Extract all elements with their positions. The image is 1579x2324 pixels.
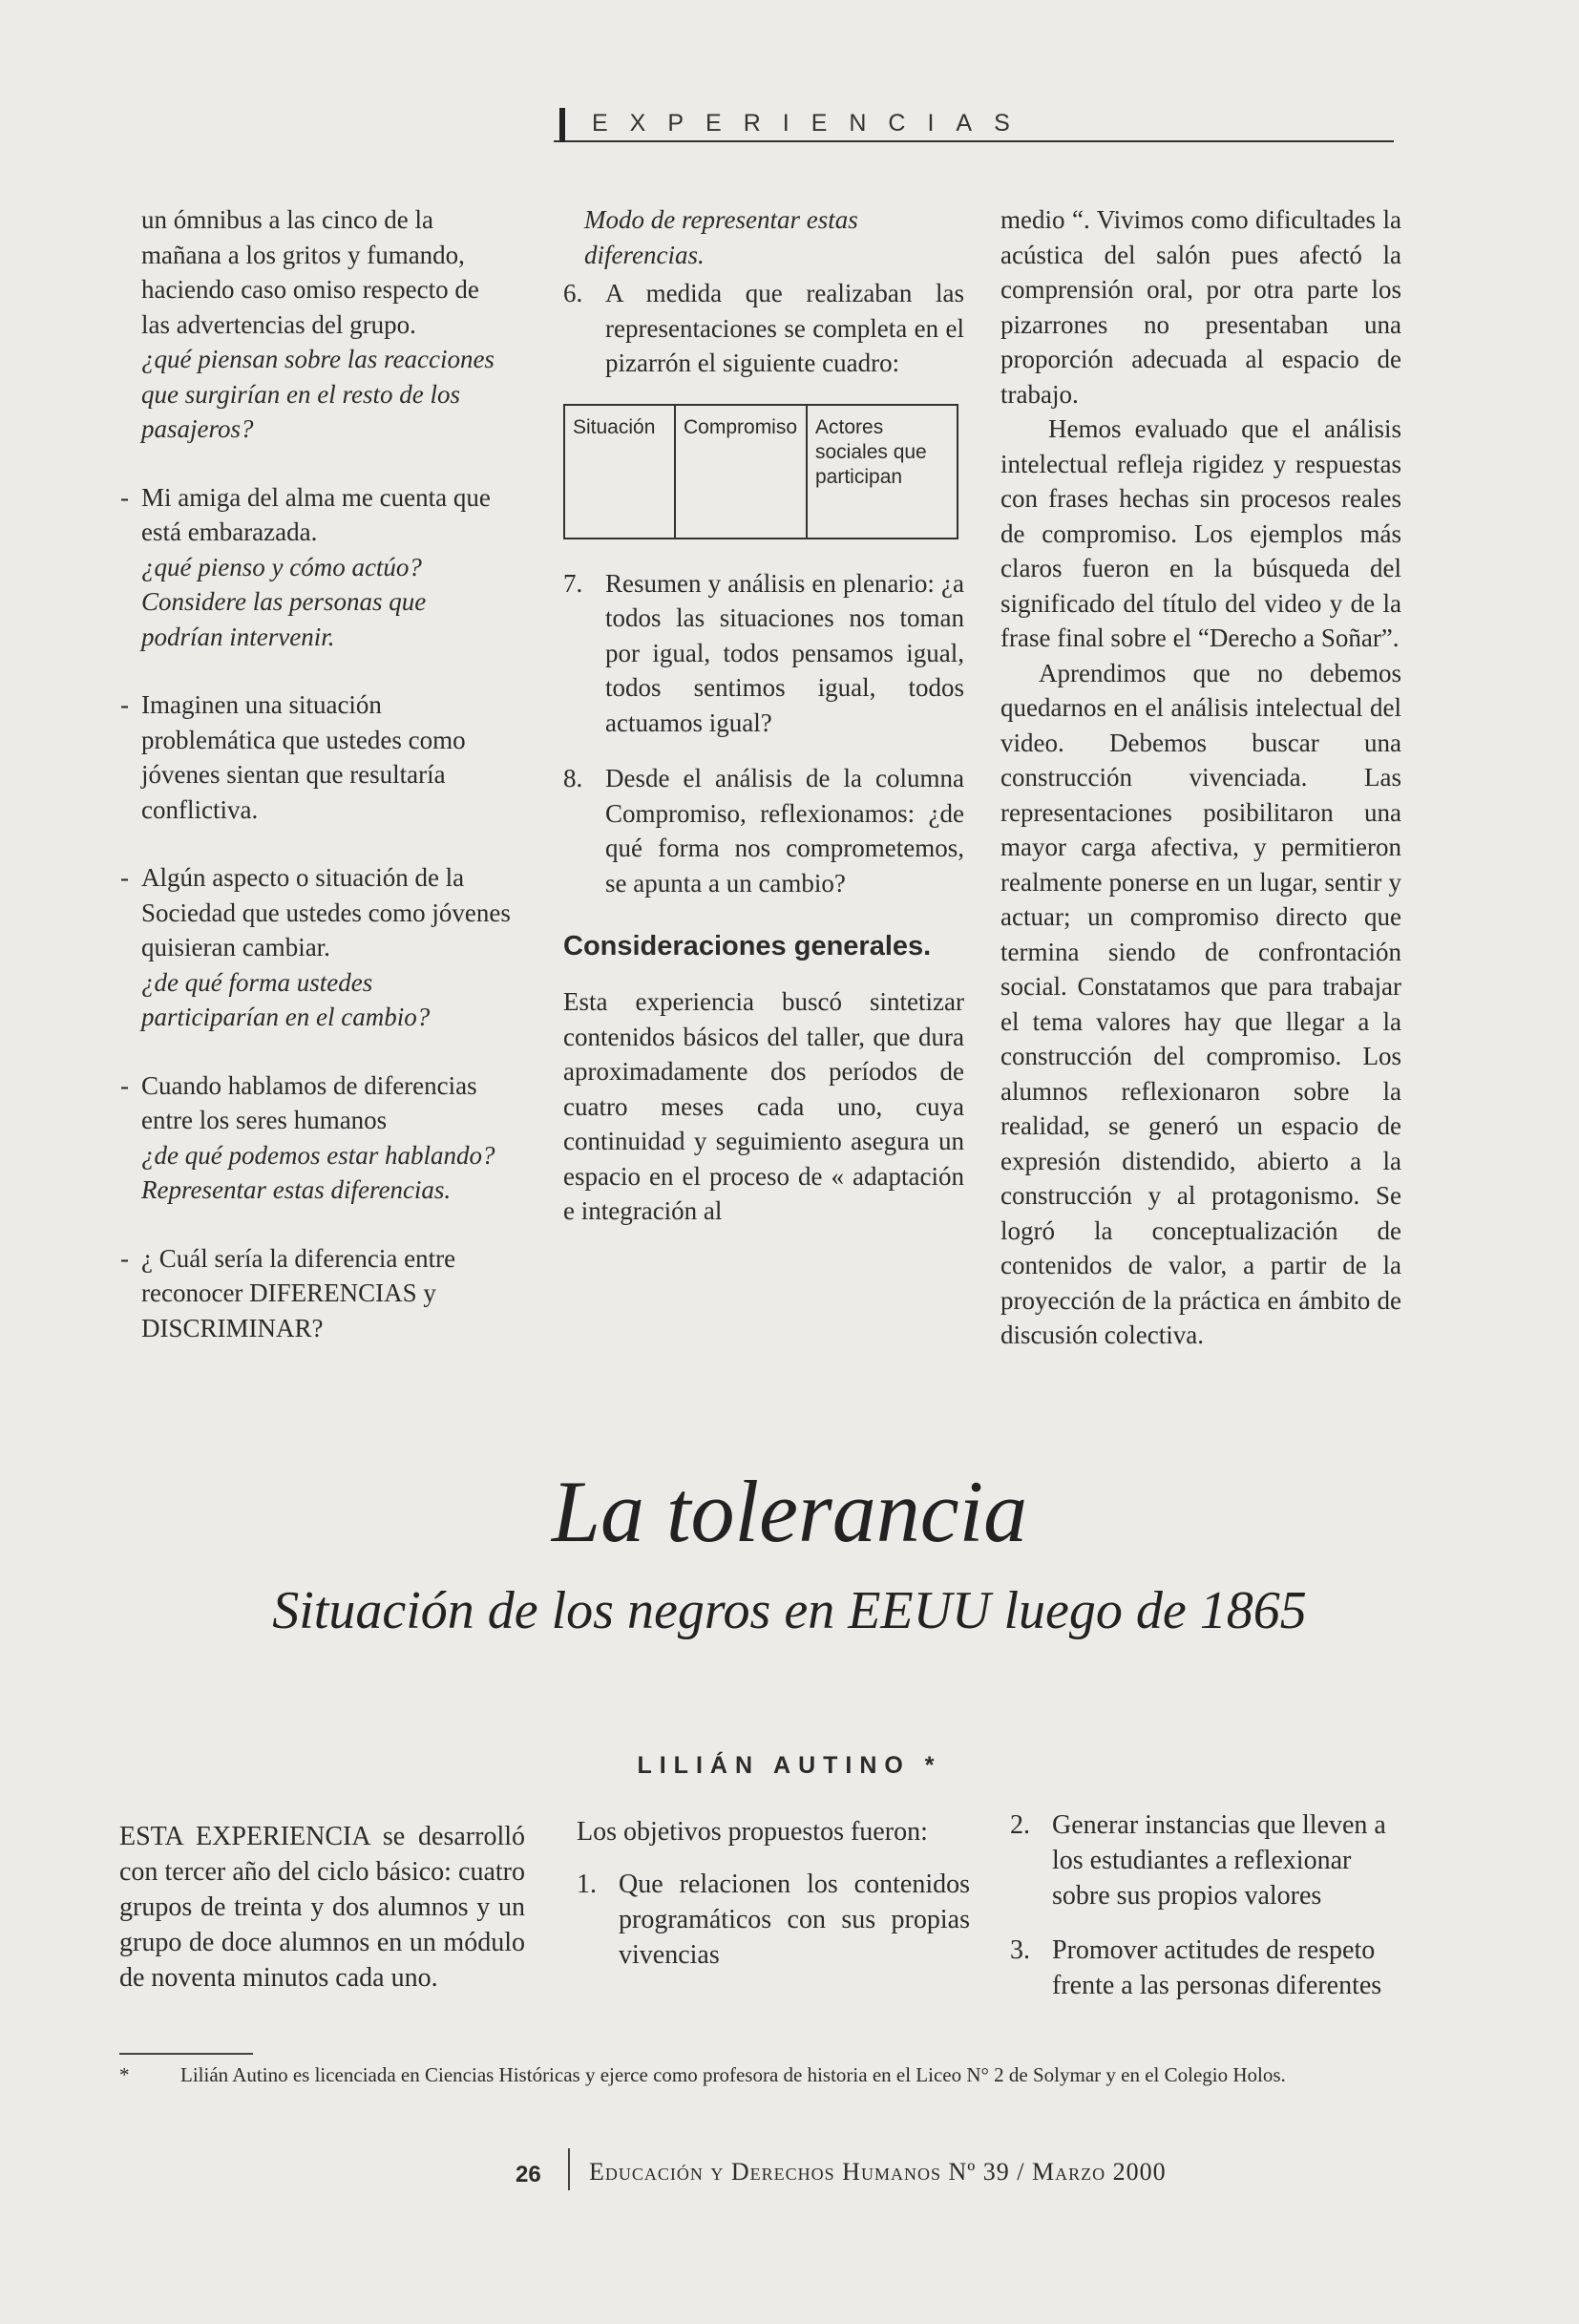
article-column-2: [577, 1814, 970, 1973]
list-item: - Mi amiga del alma me cuenta que está embarazada. ¿qué pienso y cómo actúo? Considere las personas que podrían intervenir.: [120, 482, 491, 651]
situation-table: [563, 404, 958, 539]
considerations-heading: Consideraciones generales.: [563, 931, 932, 961]
steps-list-b: [563, 566, 964, 901]
footnote-text: Lilián Autino es licenciada en Ciencias Históricas y ejerce como profesora de historia en el Liceo N° 2 de Solymar y en el Colegio Holos.: [180, 2063, 1286, 2086]
article-column-1: [119, 1819, 525, 1996]
section-header: [554, 100, 1394, 142]
item-text: Generar instancias que lleven a los estudiantes a reflexionar sobre sus propios valores: [1052, 1810, 1386, 1911]
list-item: 3. Promover actitudes de respeto frente a las personas diferentes: [1010, 1935, 1382, 2000]
item-question: ¿qué pienso y cómo actúo? Considere las personas que podrían intervenir.: [141, 552, 427, 651]
publication-name: Educación y Derechos Humanos Nº 39 / Marzo 2000: [589, 2158, 1167, 2186]
item-text: A medida que realizaban las representaciones se completa en el pizarrón el siguiente cuadro:: [605, 279, 964, 377]
article-author: LILIÁN AUTINO *: [637, 1752, 942, 1779]
table-header: Actores sociales que participan: [807, 405, 958, 539]
intro-italic: Modo de representar estas diferencias.: [584, 205, 858, 269]
footnote: [119, 2060, 1322, 2089]
exercise-list: [120, 480, 514, 1346]
list-item: 8. Desde el análisis de la columna Compromiso, reflexionamos: ¿de qué forma nos comprometemos, se apunta a un cambio?: [563, 764, 964, 898]
objectives-list: [1010, 1807, 1411, 2003]
column-3: [1000, 202, 1401, 1353]
item-text: Algún aspecto o situación de la Sociedad que ustedes como jóvenes quisieran cambiar.: [141, 863, 511, 961]
intro-text: un ómnibus a las cinco de la mañana a los gritos y fumando, haciendo caso omiso respecto de las advertencias del grupo.: [141, 205, 479, 339]
section-label: EXPERIENCIAS: [592, 110, 1032, 137]
paragraph: Aprendimos que no debemos quedarnos en el análisis intelectual del video. Debemos buscar una construcción vivenciada. Las representaciones posibilitaron una mayor carga afectiva, y permitieron realmente ponerse en un lugar, sentir y actuar; un compromiso directo que termina siendo de confrontación social. Constatamos que para trabajar el tema valores hay que llegar a la construcción del compromiso. Los alumnos reflexionaron sobre la realidad, se generó un espacio de expresión distendido, abierto a la construcción y al protagonismo. Se logró la conceptualización de contenidos de valor, a partir de la proyección de la práctica en ámbito de discusión colectiva.: [1000, 658, 1401, 1349]
item-text: Mi amiga del alma me cuenta que está embarazada.: [141, 482, 491, 546]
article-column-3: [1010, 1807, 1411, 2003]
page-number: 26: [516, 2162, 541, 2187]
item-text: Que relacionen los contenidos programáticos con sus propias vivencias: [619, 1870, 970, 1970]
list-item: - Cuando hablamos de diferencias entre los seres humanos ¿de qué podemos estar hablando? Representar estas diferencias.: [120, 1070, 495, 1204]
table-header: Situación: [564, 405, 675, 539]
item-question: ¿de qué podemos estar hablando? Representar estas diferencias.: [141, 1140, 495, 1204]
paragraph: Hemos evaluado que el análisis intelectual refleja rigidez y respuestas con frases hechas sin procesos reales de compromiso. Los ejemplos más claros fueron en la búsqueda del significado del título del video y de la frase final sobre el “Derecho a Soñar”.: [1000, 414, 1401, 652]
list-item: 1. Que relacionen los contenidos programáticos con sus propias vivencias: [577, 1870, 970, 1970]
table-header: Compromiso: [675, 405, 807, 539]
article-subtitle: Situación de los negros en EEUU luego de 1865: [272, 1581, 1307, 1640]
list-item: 2. Generar instancias que lleven a los estudiantes a reflexionar sobre sus propios valores: [1010, 1810, 1386, 1911]
item-text: Promover actitudes de respeto frente a las personas diferentes: [1052, 1935, 1382, 2000]
footnote-marker: *: [119, 2063, 130, 2086]
column-1: [120, 202, 514, 1379]
item-text: Desde el análisis de la columna Compromiso, reflexionamos: ¿de qué forma nos comprometemos, se apunta a un cambio?: [605, 764, 964, 898]
list-item: - ¿ Cuál sería la diferencia entre reconocer DIFERENCIAS y DISCRIMINAR?: [120, 1243, 456, 1342]
objectives-intro: Los objetivos propuestos fueron:: [577, 1817, 928, 1847]
item-text: Cuando hablamos de diferencias entre los seres humanos: [141, 1070, 477, 1134]
considerations-text: Esta experiencia buscó sintetizar contenidos básicos del taller, que dura aproximadamente dos períodos de cuatro meses cada uno, cuya continuidad y seguimiento asegura un espacio en el proceso de « adaptación e integración al: [563, 987, 964, 1225]
paragraph: medio “. Vivimos como dificultades la acústica del salón pues afectó la comprensión oral, por otra parte los pizarrones no presentaban una proporción adecuada al espacio de trabajo.: [1000, 205, 1401, 409]
table-row: [564, 405, 958, 539]
article-title: La tolerancia: [551, 1463, 1028, 1560]
list-item: 6. A medida que realizaban las representaciones se completa en el pizarrón el siguiente cuadro:: [563, 279, 964, 377]
item-text: Imaginen una situación problemática que ustedes como jóvenes sientan que resultaría conflictiva.: [141, 690, 466, 824]
column-2: [563, 202, 964, 1229]
item-text: ¿ Cuál sería la diferencia entre reconocer DIFERENCIAS y DISCRIMINAR?: [141, 1243, 456, 1342]
item-text: Resumen y análisis en plenario: ¿a todos las situaciones nos toman por igual, todos pensamos igual, todos sentimos igual, todos actuamos igual?: [605, 568, 964, 737]
item-question: ¿de qué forma ustedes participarían en el cambio?: [141, 967, 431, 1031]
list-item: - Imaginen una situación problemática que ustedes como jóvenes sientan que resultaría conflictiva.: [120, 690, 466, 824]
article-intro: ESTA EXPERIENCIA se desarrolló con tercer año del ciclo básico: cuatro grupos de treinta y dos alumnos y un grupo de doce alumnos en un módulo de noventa minutos cada uno.: [119, 1822, 525, 1993]
list-item: - Algún aspecto o situación de la Sociedad que ustedes como jóvenes quisieran cambiar. ¿de qué forma ustedes participarían en el cambio?: [120, 863, 511, 1031]
footnote-rule: [119, 2053, 253, 2055]
header-bar: [559, 108, 565, 142]
footer-separator: [568, 2148, 570, 2190]
steps-list-a: [563, 276, 964, 381]
list-item: 7. Resumen y análisis en plenario: ¿a todos las situaciones nos toman por igual, todos pensamos igual, todos sentimos igual, todos actuamos igual?: [563, 568, 964, 737]
intro-question: ¿qué piensan sobre las reacciones que surgirían en el resto de los pasajeros?: [141, 345, 495, 443]
objectives-list: [577, 1867, 970, 1973]
